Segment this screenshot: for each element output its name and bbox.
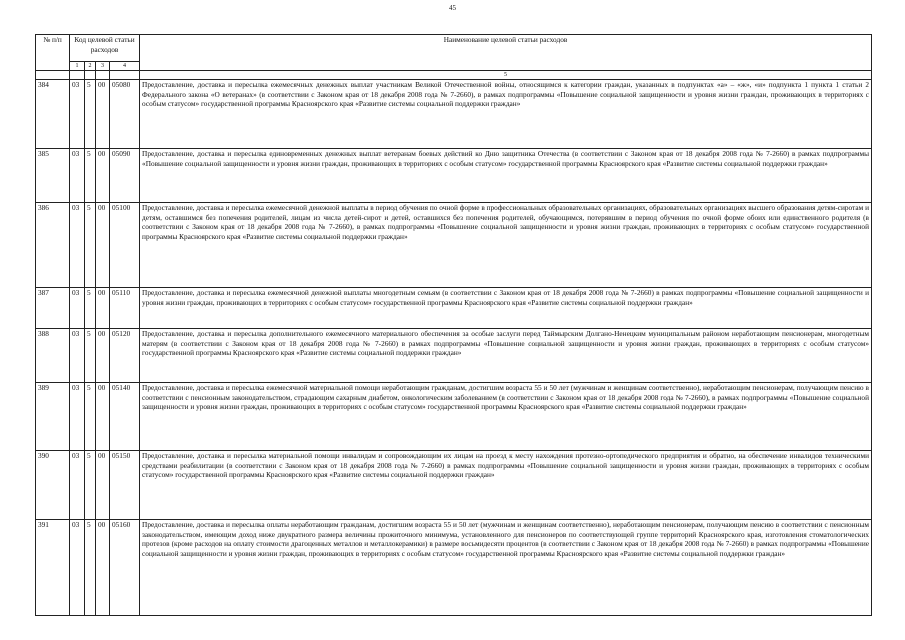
col-number-3: 3 bbox=[96, 62, 110, 71]
col-number-4: 4 bbox=[110, 62, 140, 71]
code-part-1: 03 bbox=[70, 80, 85, 149]
code-part-3: 00 bbox=[96, 520, 110, 616]
code-part-1: 03 bbox=[70, 383, 85, 451]
code-part-1: 03 bbox=[70, 203, 85, 288]
table-row bbox=[36, 520, 872, 616]
row-number: 385 bbox=[36, 149, 70, 203]
page-number: 45 bbox=[449, 4, 456, 12]
col-header-name: Наименование целевой статьи расходов bbox=[140, 35, 872, 71]
code-part-1: 03 bbox=[70, 451, 85, 520]
item-description: Предоставление, доставка и пересылка материальной помощи инвалидам и сопровождающим их лицам на проезд к месту нахождения протезно-ортопедического предприятия и обратно, на обеспечение инвалидов техническими средствами реабилитации (в соответствии с Законом края от 18 декабря 2008 года № 7-2660) в рамках подпрограммы «Повышение социальной защищенности и уровня жизни граждан, проживающих в территориях с особым статусом» государственной программы Красноярского края «Развитие системы социальной поддержки граждан» bbox=[140, 451, 872, 520]
table-header-row bbox=[36, 35, 872, 62]
code-part-1: 03 bbox=[70, 520, 85, 616]
item-description: Предоставление, доставка и пересылка ежемесячной материальной помощи неработающим гражданам, достигшим возраста 55 и 50 лет (мужчинам и женщинам соответственно), неработающим пенсионерам, получающим пенсию в соответствии с пенсионным законодательством, страдающим сахарным диабетом, онкологическим заболеванием (в соответствии с Законом края от 18 декабря 2008 года № 7-2660), в рамках подпрограммы «Повышение социальной защищенности и уровня жизни граждан, проживающих в территориях с особым статусом» государственной программы Красноярского края «Развитие системы социальной поддержки граждан» bbox=[140, 383, 872, 451]
code-part-4: 05150 bbox=[110, 451, 140, 520]
code-part-2: 5 bbox=[85, 288, 96, 329]
row-number: 387 bbox=[36, 288, 70, 329]
table-row bbox=[36, 288, 872, 329]
code-part-4: 05110 bbox=[110, 288, 140, 329]
code-part-3: 00 bbox=[96, 203, 110, 288]
code-part-4: 05160 bbox=[110, 520, 140, 616]
code-part-2: 5 bbox=[85, 203, 96, 288]
code-part-2: 5 bbox=[85, 520, 96, 616]
col-number-2: 2 bbox=[85, 62, 96, 71]
code-part-2: 5 bbox=[85, 451, 96, 520]
code-part-3: 00 bbox=[96, 149, 110, 203]
item-description: Предоставление, доставка и пересылка ежемесячных денежных выплат участникам Великой Отечественной войны, относящимся к категории граждан, указанных в подпунктах «а» – «ж», «и» подпункта 1 пункта 1 статьи 2 Федерального закона «О ветеранах» (в соответствии с Законом края от 18 декабря 2008 года № 7-2660), в рамках подпрограммы «Повышение социальной защищенности и уровня жизни граждан, проживающих в территориях с особым статусом» государственной программы Красноярского края «Развитие системы социальной поддержки граждан» bbox=[140, 80, 872, 149]
table-row bbox=[36, 80, 872, 149]
row-number: 390 bbox=[36, 451, 70, 520]
code-part-2: 5 bbox=[85, 383, 96, 451]
code-part-4: 05090 bbox=[110, 149, 140, 203]
table-colnum-row bbox=[36, 71, 872, 80]
code-part-4: 05100 bbox=[110, 203, 140, 288]
col-header-number: № п/п bbox=[36, 35, 70, 71]
item-description: Предоставление, доставка и пересылка единовременных денежных выплат ветеранам боевых действий ко Дню защитника Отечества (в соответствии с Законом края от 18 декабря 2008 года № 7-2660) в рамках подпрограммы «Повышение социальной защищенности и уровня жизни граждан, проживающих в территориях с особым статусом» государственной программы Красноярского края «Развитие системы социальной поддержки граждан» bbox=[140, 149, 872, 203]
item-description: Предоставление, доставка и пересылка оплаты неработающим гражданам, достигшим возраста 55 и 50 лет (мужчинам и женщинам соответственно), неработающим пенсионерам, получающим пенсию в соответствии с пенсионным законодательством, имеющим доход ниже двукратного размера величины прожиточного минимума, установленного для пенсионеров по соответствующей группе территорий Красноярского края, изготовления стоматологических протезов (кроме расходов на оплату стоимости драгоценных металлов и металлокерамики) в размере восьмидесяти процентов (в соответствии с Законом края от 18 декабря 2008 года № 7-2660) в рамках подпрограммы «Повышение социальной защищенности и уровня жизни граждан, проживающих в территориях с особым статусом» государственной программы Красноярского края «Развитие системы социальной поддержки граждан» bbox=[140, 520, 872, 616]
col-number-5: 5 bbox=[140, 71, 872, 80]
row-number: 388 bbox=[36, 329, 70, 383]
item-description: Предоставление, доставка и пересылка ежемесячной денежной выплаты многодетным семьям (в соответствии с Законом края от 18 декабря 2008 года № 7-2660) в рамках подпрограммы «Повышение социальной защищенности и уровня жизни граждан, проживающих в территориях с особым статусом» государственной программы Красноярского края «Развитие системы социальной поддержки граждан» bbox=[140, 288, 872, 329]
table-row bbox=[36, 149, 872, 203]
code-part-3: 00 bbox=[96, 329, 110, 383]
table-row bbox=[36, 383, 872, 451]
code-part-3: 00 bbox=[96, 383, 110, 451]
code-part-3: 00 bbox=[96, 288, 110, 329]
item-description: Предоставление, доставка и пересылка дополнительного ежемесячного материального обеспечения за особые заслуги перед Таймырским Долгано-Ненецким муниципальным районом неработающим пенсионерам, многодетным матерям (в соответствии с Законом края от 18 декабря 2008 года № 7-2660) в рамках подпрограммы «Повышение социальной защищенности и уровня жизни граждан, проживающих в территориях с особым статусом» государственной программы Красноярского края «Развитие системы социальной поддержки граждан» bbox=[140, 329, 872, 383]
col-number-1: 1 bbox=[70, 62, 85, 71]
col-header-code: Код целевой статьи расходов bbox=[70, 35, 140, 62]
row-number: 384 bbox=[36, 80, 70, 149]
row-number: 389 bbox=[36, 383, 70, 451]
table-row bbox=[36, 329, 872, 383]
code-part-2: 5 bbox=[85, 149, 96, 203]
code-part-4: 05120 bbox=[110, 329, 140, 383]
code-part-1: 03 bbox=[70, 288, 85, 329]
code-part-4: 05080 bbox=[110, 80, 140, 149]
row-number: 391 bbox=[36, 520, 70, 616]
code-part-2: 5 bbox=[85, 80, 96, 149]
code-part-3: 00 bbox=[96, 451, 110, 520]
code-part-3: 00 bbox=[96, 80, 110, 149]
target-items-table bbox=[35, 34, 872, 616]
code-part-1: 03 bbox=[70, 329, 85, 383]
code-part-4: 05140 bbox=[110, 383, 140, 451]
table-row bbox=[36, 203, 872, 288]
code-part-2: 5 bbox=[85, 329, 96, 383]
item-description: Предоставление, доставка и пересылка ежемесячной денежной выплаты в период обучения по очной форме в профессиональных образовательных организациях, образовательных организациях высшего образования детям-сиротам и детям, оставшимся без попечения родителей, лицам из числа детей-сирот и детей, оставшихся без попечения родителей, обучающимся, потерявшим в период обучения по очной форме обоих или единственного родителя (в соответствии с Законом края от 18 декабря 2008 года № 7-2660), в рамках подпрограммы «Повышение социальной защищенности и уровня жизни граждан, проживающих в территориях с особым статусом» государственной программы Красноярского края «Развитие системы социальной поддержки граждан» bbox=[140, 203, 872, 288]
table-row bbox=[36, 451, 872, 520]
code-part-1: 03 bbox=[70, 149, 85, 203]
row-number: 386 bbox=[36, 203, 70, 288]
